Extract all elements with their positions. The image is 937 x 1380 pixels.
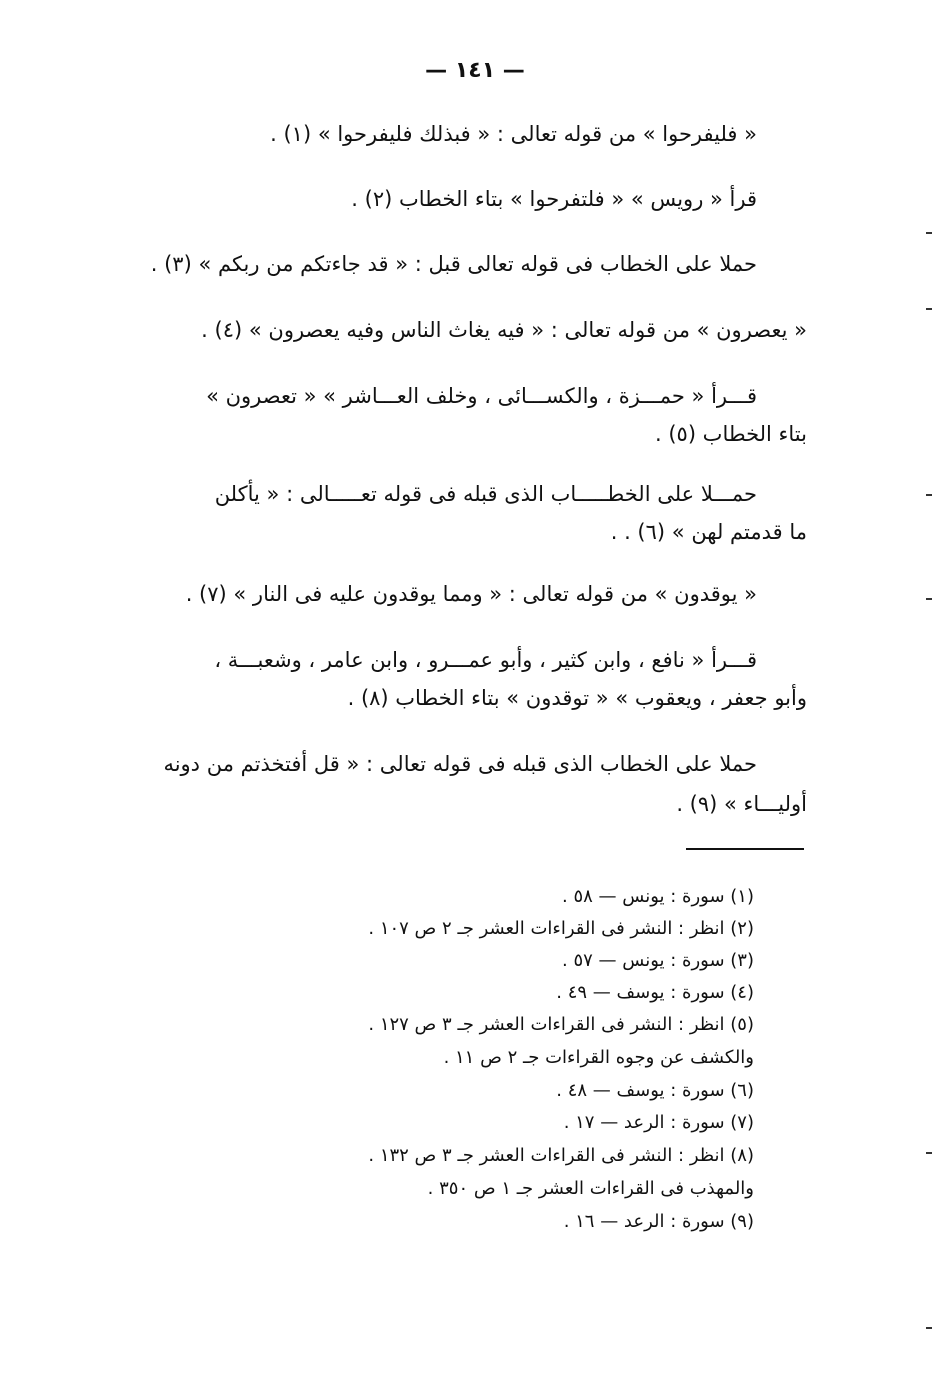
footnote: (٦) سورة : يوسف — ٤٨ . (556, 1080, 754, 1101)
body-line: حملا على الخطاب الذى قبله فى قوله تعالى : « قل أفتخذتم من دونه (163, 752, 757, 776)
body-line: قرأ « رويس » « فلتفرحوا » بتاء الخطاب (٢) . (351, 187, 757, 211)
footnote: (٧) سورة : الرعد — ١٧ . (563, 1112, 754, 1133)
footnote: (٢) انظر : النشر فى القراءات العشر جـ ٢ ص ١٠٧ . (368, 918, 754, 939)
body-line: حمـــلا على الخطـــــاب الذى قبله فى قوله تعـــــالى : « يأكلن (214, 482, 757, 506)
scan-speck (926, 598, 932, 600)
footnote: والكشف عن وجوه القراءات جـ ٢ ص ١١ . (443, 1047, 754, 1068)
footnote-separator (686, 848, 804, 850)
body-line: أوليـــاء » (٩) . (676, 792, 807, 816)
scan-speck (926, 1327, 932, 1329)
body-line: « فليفرحوا » من قوله تعالى : « فبذلك فليفرحوا » (١) . (270, 122, 757, 146)
body-line: « يعصرون » من قوله تعالى : « فيه يغاث الناس وفيه يعصرون » (٤) . (201, 318, 807, 342)
footnote: (٤) سورة : يوسف — ٤٩ . (556, 982, 754, 1003)
page-number: — ١٤١ — (425, 58, 525, 83)
body-line: حملا على الخطاب فى قوله تعالى قبل : « قد جاءتكم من ربكم » (٣) . (150, 252, 757, 276)
body-line: ما قدمتم لهن » (٦) . . (610, 520, 807, 544)
body-line: وأبو جعفر ، ويعقوب » « توقدون » بتاء الخطاب (٨) . (347, 686, 807, 710)
body-line: « يوقدون » من قوله تعالى : « ومما يوقدون عليه فى النار » (٧) . (185, 582, 757, 606)
footnote: (٥) انظر : النشر فى القراءات العشر جـ ٣ ص ١٢٧ . (368, 1014, 754, 1035)
scan-speck (926, 1152, 932, 1154)
footnote: (٩) سورة : الرعد — ١٦ . (563, 1211, 754, 1232)
scan-speck (926, 494, 932, 496)
footnote: والمهذب فى القراءات العشر جـ ١ ص ٣٥٠ . (427, 1178, 754, 1199)
scan-speck (926, 308, 932, 310)
scan-speck (926, 232, 932, 234)
footnote: (١) سورة : يونس — ٥٨ . (562, 886, 754, 907)
footnote: (٣) سورة : يونس — ٥٧ . (562, 950, 754, 971)
body-line: قـــرأ « حمـــزة ، والكســـائى ، وخلف العـــاشر » « تعصرون » (206, 384, 757, 408)
body-line: بتاء الخطاب (٥) . (654, 422, 807, 446)
footnote: (٨) انظر : النشر فى القراءات العشر جـ ٣ ص ١٣٢ . (368, 1145, 754, 1166)
body-line: قـــرأ « نافع ، وابن كثير ، وأبو عمـــرو ، وابن عامر ، وشعبـــة ، (214, 648, 757, 672)
